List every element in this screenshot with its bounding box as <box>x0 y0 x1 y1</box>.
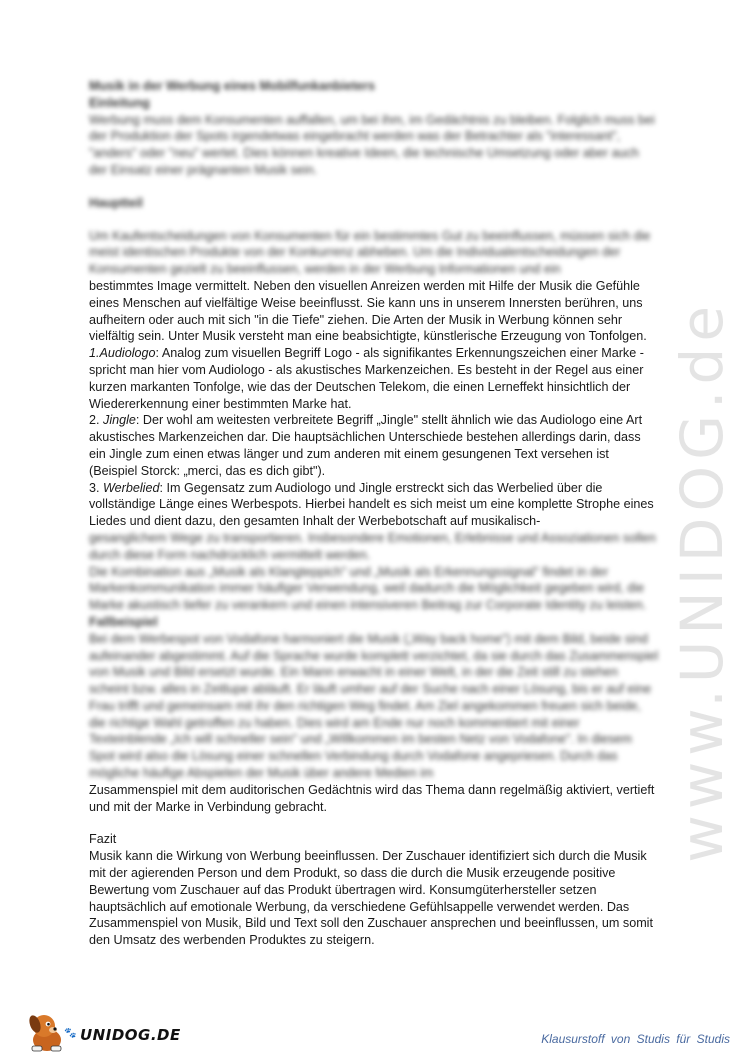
example-tail: Zusammenspiel mit dem auditorischen Gedächtnis wird das Thema dann regelmäßig aktiviert, vertieft und mit der Marke in Verbindung gebracht. <box>89 782 655 814</box>
item-label: Jingle <box>103 413 136 428</box>
item-number: 2. <box>89 413 104 428</box>
unidog-logo[interactable] <box>24 1010 184 1054</box>
conclusion-paragraph: Musik kann die Wirkung von Werbung beeinflussen. Der Zuschauer identifiziert sich durch die Musik mit der agierenden Person und dem Produkt, so dass die durch die Musik erzeugende positive Bewertung vom Zuschauer auf das Produkt übertragen wird. Konsumgüterhersteller setzen hauptsächlich auf emotionale Werbung, da verschiedene Gefühlsappelle verwendet werden. Das Zusammenspiel von Musik, Bild und Text soll den Zuschauer ansprechen und beeinflussen, um somit den Umsatz des werbenden Produktes zu steigern. <box>89 849 653 948</box>
list-item-audiologo <box>89 345 659 412</box>
blurred-middle-section <box>89 530 659 782</box>
item-text: : Der wohl am weitesten verbreitete Begriff „Jingle" stellt ähnlich wie das Audiologo eine Art akustisches Markenzeichen dar. Die hauptsächlichen Unterschiede bestehen allerdings darin, dass ein Jingle zum einen etwas länger und zum anderen mit einem gesungenen Text versehen ist (Beispiel Storck: „merci, das es dich gibt"). <box>89 413 643 478</box>
item-number: 3. <box>89 480 104 495</box>
item-label: 1.Audiologo <box>89 346 156 361</box>
item-label: Werbelied <box>103 480 160 495</box>
example-paragraph: Bei dem Werbespot von Vodafone harmoniert die Musik („Way back home") mit dem Bild, beide sind aufeinander abgestimmt. Auf die Sprache wurde komplett verzichtet, da sie durch das Zusammenspiel von Musik und Bild ersetzt wurde. Ein Mann erwacht in einer Welt, in der die Zeit still zu stehen scheint bzw. alles in Zeitlupe abläuft. Er läuft umher auf der Suche nach einer Lösung, bis er auf eine Frau trifft und gemeinsam mit ihr den richtigen Weg findet. Am Ziel angekommen freuen sich beide, die richtige Wahl getroffen zu haben. Dies wird am Ende nur noch kommentiert mit einer Texteinblende „Ich will schneller sein" und „Willkommen im besten Netz von Vodafone". In diesem Spot wird also die Lösung einer schnellen Verbindung durch Vodafone angepriesen. Durch das mögliche häufige Abspielen der Musik über andere Medien im <box>89 631 659 781</box>
document-title: Musik in der Werbung eines Mobilfunkanbieters <box>89 79 375 93</box>
blurred-intro-section <box>89 78 659 278</box>
main-blurred-lines: Um Kaufentscheidungen von Konsumenten für ein bestimmtes Gut zu beeinflussen, müssen sich die meist identischen Produkte von der Konkurrenz abheben. Um die Individualentscheidungen der Konsumenten gezielt zu beeinflussen, werden in der Werbung Informationen und ein <box>89 228 651 277</box>
logo-text: UNIDOG.DE <box>80 1026 181 1044</box>
paw-icon: 🐾 <box>64 1028 77 1039</box>
conclusion-heading: Fazit <box>89 832 117 847</box>
main-paragraph: bestimmtes Image vermittelt. Neben den visuellen Anreizen werden mit Hilfe der Musik die Gefühle eines Menschen auf vielfältige Weise beeinflusst. Sie kann uns in unserem Innersten berühren, uns aufheitern oder auch mit sich "in die Tiefe" ziehen. Die Arten der Musik in Werbung können sehr vielfältig sein. Unter Musik versteht man eine beabsichtigte, künstlerische Erzeugung von Tonfolgen. <box>89 278 647 344</box>
item-text: : Analog zum visuellen Begriff Logo - als signifikantes Erkennungszeichen einer Marke - spricht man hier vom Audiologo - als akustisches Markenzeichen. Es besteht in der Regel aus einer kurzen markanten Tonfolge, wie das der Deutschen Telekom, die einen Lerneffekt hinsichtlich der Wiedererkennung einer bestimmten Marke hat. <box>89 346 644 411</box>
watermark: www.UNIDOG.de <box>668 300 736 863</box>
combination-paragraph: Die Kombination aus „Musik als Klangteppich" und „Musik als Erkennungssignal" findet in der Markenkommunikation immer häufiger Verwendung, weil dadurch die Möglichkeit gegeben wird, die Marke akustisch tiefer zu verankern und einen intensiveren Beitrag zur Corporate Identity zu leisten. <box>89 564 647 613</box>
document-body <box>89 78 659 949</box>
intro-paragraph: Werbung muss dem Konsumenten auffallen, um bei ihm, im Gedächtnis zu bleiben. Folglich muss bei der Produktion der Spots irgendetwas eingebracht werden was der Betrachter als "interessant", "anders" oder "neu" wertet. Dies können kreative Ideen, die technische Umsetzung oder aber auch der Einsatz einer prägnanten Musik sein. <box>89 112 655 177</box>
intro-heading: Einleitung <box>89 95 150 110</box>
list-item-werbelied <box>89 480 659 530</box>
item-text: : Im Gegensatz zum Audiologo und Jingle erstreckt sich das Werbelied über die vollständige Länge eines Werbespots. Hierbei handelt es sich meist um eine komplette Strophe eines Liedes und dient dazu, den gesamten Inhalt der Werbebotschaft auf musikalisch- <box>89 480 654 529</box>
example-heading: Fallbeispiel <box>89 614 158 629</box>
werbelied-continuation: gesanglichem Wege zu transportieren. Insbesondere Emotionen, Erlebnisse und Assoziationen sollen durch diese Form nachdrücklich vermittelt werden. <box>89 530 656 562</box>
footer-tagline: Klausurstoff von Studis für Studis <box>541 1032 730 1046</box>
main-heading: Hauptteil <box>89 195 143 210</box>
list-item-jingle <box>89 412 659 479</box>
